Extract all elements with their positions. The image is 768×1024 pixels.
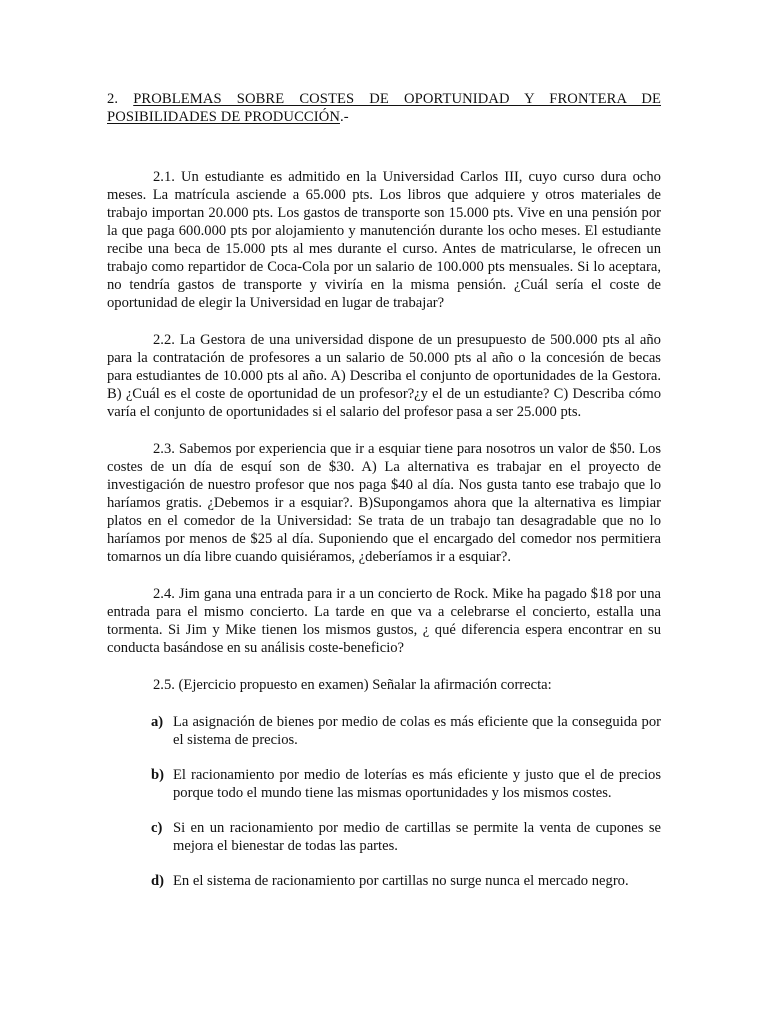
problem-text: (Ejercicio propuesto en examen) Señalar la afirmación correcta: — [178, 677, 552, 693]
problem-2-5 — [107, 676, 661, 694]
section-heading — [107, 90, 661, 126]
option-letter: d) — [151, 873, 164, 889]
answer-option-a — [107, 713, 661, 749]
option-text: Si en un racionamiento por medio de cartillas se permite la venta de cupones se mejora el bienestar de todas las partes. — [173, 820, 661, 854]
answer-options-list — [107, 713, 661, 890]
section-number: 2. — [107, 91, 119, 107]
section-title: PROBLEMAS SOBRE COSTES DE OPORTUNIDAD Y FRONTERA DE POSIBILIDADES DE PRODUCCIÓN — [107, 91, 661, 125]
problem-number: 2.2. — [153, 332, 175, 348]
answer-option-c — [107, 819, 661, 855]
option-text: El racionamiento por medio de loterías es más eficiente y justo que el de precios porque todo el mundo tiene las mismas oportunidades y los mismos costes. — [173, 767, 661, 801]
document-page — [107, 90, 661, 907]
option-text: La asignación de bienes por medio de colas es más eficiente que la conseguida por el sistema de precios. — [173, 714, 661, 748]
problem-2-4 — [107, 585, 661, 657]
problem-text: Sabemos por experiencia que ir a esquiar tiene para nosotros un valor de $50. Los costes de un día de esquí son de $30. A) La alternativa es trabajar en el proyecto de investigación de nuestro profesor que nos paga $40 al día. Nos gusta tanto ese trabajo que lo haríamos gratis. ¿Debemos ir a esquiar?. B)Supongamos ahora que la alternativa es limpiar platos en el comedor de la Universidad: Se trata de un trabajo tan desagradable que no lo haríamos por menos de $25 al día. Suponiendo que el encargado del comedor nos permitiera tomarnos un día libre cuando quisiéramos, ¿deberíamos ir a esquiar?. — [107, 441, 662, 565]
option-letter: a) — [151, 714, 164, 730]
problem-2-3 — [107, 440, 661, 566]
section-title-suffix: .- — [339, 109, 349, 125]
option-text: En el sistema de racionamiento por cartillas no surge nunca el mercado negro. — [173, 873, 629, 889]
answer-option-b — [107, 766, 661, 802]
problem-text: La Gestora de una universidad dispone de un presupuesto de 500.000 pts al año para la contratación de profesores a un salario de 50.000 pts al año o la concesión de becas para estudiantes de 10.000 pts al año. A) Describa el conjunto de oportunidades de la Gestora. B) ¿Cuál es el coste de oportunidad de un profesor?¿y el de un estudiante? C) Describa cómo varía el conjunto de oportunidades si el salario del profesor pasa a ser 25.000 pts. — [107, 332, 661, 420]
problem-2-1 — [107, 168, 661, 312]
problem-number: 2.5. — [153, 677, 175, 693]
problem-text: Jim gana una entrada para ir a un concierto de Rock. Mike ha pagado $18 por una entrada para el mismo concierto. La tarde en que va a celebrarse el concierto, estalla una tormenta. Si Jim y Mike tienen los mismos gustos, ¿ qué diferencia espera encontrar en su conducta basándose en su análisis coste-beneficio? — [107, 586, 661, 656]
problem-text: Un estudiante es admitido en la Universidad Carlos III, cuyo curso dura ocho meses. La matrícula asciende a 65.000 pts. Los libros que adquiere y otros materiales de trabajo importan 20.000 pts. Los gastos de transporte son 15.000 pts. Vive en una pensión por la que paga 600.000 pts por alojamiento y manutención durante los ocho meses. El estudiante recibe una beca de 15.000 pts al mes durante el curso. Antes de matricularse, le ofrecen un trabajo como repartidor de Coca-Cola por un salario de 100.000 pts mensuales. Si lo aceptara, no tendría gastos de transporte y viviría en la misma pensión. ¿Cuál sería el coste de oportunidad de elegir la Universidad en lugar de trabajar? — [107, 169, 661, 311]
problem-number: 2.3. — [153, 441, 175, 457]
problem-number: 2.4. — [153, 586, 175, 602]
answer-option-d — [107, 872, 661, 890]
option-letter: c) — [151, 820, 163, 836]
problem-2-2 — [107, 331, 661, 421]
problem-number: 2.1. — [153, 169, 175, 185]
option-letter: b) — [151, 767, 164, 783]
